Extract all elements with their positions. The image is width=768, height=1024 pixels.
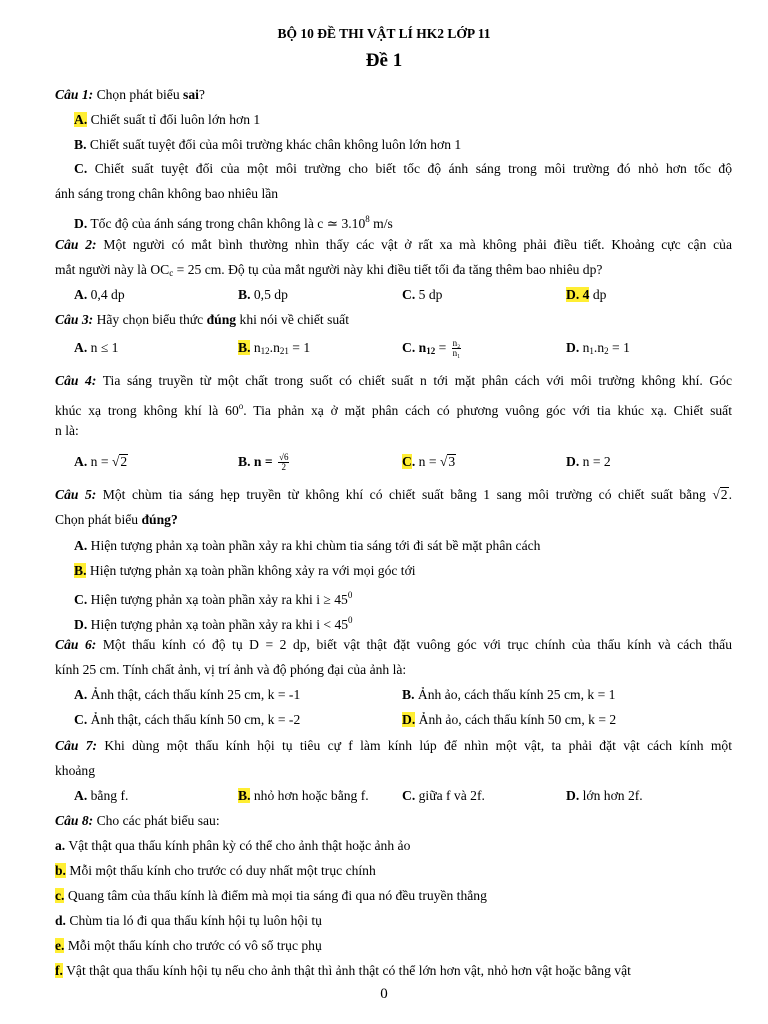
exam-number: Đề 1 — [365, 50, 403, 71]
subscript: c — [169, 268, 174, 278]
statement-text: Mỗi một thấu kính cho trước có vô số trục phụ — [67, 938, 322, 953]
option-key: A. — [74, 788, 88, 803]
stem-text: . Tia phản xạ ở mặt phân cách có phương vuông góc với tia khúc xạ. Chiết suất — [243, 403, 732, 418]
math: n = — [90, 454, 109, 469]
question-label: Câu 4: — [55, 373, 97, 388]
option-text: Hiện tượng phản xạ toàn phần xảy ra khi i < 45 — [90, 617, 349, 632]
math: n = — [253, 454, 273, 469]
option-text: Ảnh ảo, cách thấu kính 25 cm, k = 1 — [417, 687, 616, 702]
question-6-stem — [55, 636, 732, 654]
option-a — [74, 686, 300, 704]
subscript: 1 — [589, 346, 594, 356]
stem-emphasis: sai — [183, 87, 199, 102]
option-text: Hiện tượng phản xạ toàn phần không xảy ra với mọi góc tới — [89, 563, 416, 578]
statement-c — [55, 887, 487, 905]
stem-emphasis: đúng? — [141, 512, 178, 527]
statement-text: Mỗi một thấu kính cho trước có duy nhất một trục chính — [69, 863, 376, 878]
option-b — [238, 339, 310, 360]
answer-key-highlight: B. — [238, 788, 251, 803]
option-key: A. — [74, 454, 88, 469]
denominator: 2 — [281, 462, 286, 473]
option-key: B. — [74, 137, 87, 152]
math: n — [253, 340, 261, 355]
option-text: giữa f và 2f. — [418, 788, 485, 803]
option-b — [402, 686, 615, 704]
option-a — [74, 286, 125, 304]
option-d — [74, 210, 393, 233]
option-key: A. — [74, 687, 88, 702]
option-text: 5 dp — [418, 287, 443, 302]
question-5-stem-line2 — [55, 511, 178, 529]
statement-d — [55, 912, 322, 930]
option-d — [74, 611, 353, 634]
option-text: 0,5 dp — [253, 287, 288, 302]
math: n = — [418, 454, 437, 469]
option-text: Hiện tượng phản xạ toàn phần xảy ra khi i ≥ 45 — [90, 592, 348, 607]
option-text: lớn hơn 2f. — [582, 788, 643, 803]
statement-text: Chùm tia ló đi qua thấu kính hội tụ luôn hội tụ — [69, 913, 322, 928]
stem-text: mắt người này là OC — [55, 262, 170, 277]
option-key: C. — [74, 712, 88, 727]
math: = 1 — [612, 340, 630, 355]
option-c — [74, 586, 352, 609]
math: = — [438, 340, 447, 355]
subscript: 12 — [426, 346, 436, 356]
option-a: A. n = √2 — [74, 454, 128, 469]
answer-key-highlight: A. — [74, 112, 88, 127]
option-b — [238, 286, 288, 304]
answer-key-highlight: B. — [238, 340, 251, 355]
question-4-stem — [55, 372, 732, 390]
statement-f — [55, 962, 631, 980]
answer-key-highlight: e. — [55, 938, 65, 953]
fraction — [452, 339, 462, 358]
option-key: A. — [74, 287, 88, 302]
option-a — [74, 537, 540, 555]
option-key: B. — [402, 687, 415, 702]
option-a — [74, 339, 118, 357]
math: n — [418, 340, 427, 355]
math: n — [582, 340, 590, 355]
stem-text: Cho các phát biểu sau: — [96, 813, 220, 828]
question-label: Câu 7: — [55, 738, 98, 753]
answer-key-highlight: f. — [55, 963, 63, 978]
option-text: Ảnh ảo, cách thấu kính 50 cm, k = 2 — [418, 712, 617, 727]
math: .n — [269, 340, 280, 355]
option-c — [402, 339, 463, 360]
option-c — [402, 787, 485, 805]
question-2-stem — [55, 236, 732, 254]
option-c — [74, 160, 732, 178]
stem-text: ? — [198, 87, 205, 102]
option-c-continued: ánh sáng trong chân không bao nhiêu lần — [55, 186, 279, 201]
statement-e — [55, 937, 322, 955]
math: .n — [593, 340, 605, 355]
question-7-stem — [55, 737, 732, 755]
option-d — [566, 286, 606, 304]
option-text: Ảnh thật, cách thấu kính 50 cm, k = -2 — [90, 712, 301, 727]
option-key: C. — [402, 340, 416, 355]
option-a — [74, 111, 260, 129]
stem-text: Tia sáng truyền từ một chất trong suốt có chiết suất n tới mặt phân cách với môi trường không khí. Góc — [102, 373, 733, 388]
stem-text: Một thấu kính có độ tụ D = 2 dp, biết vật thật đặt vuông góc với trục chính của thấu kính và cách thấu — [102, 637, 733, 652]
statement-text: Quang tâm của thấu kính là điểm mà mọi tia sáng đi qua nó đều truyền thẳng — [67, 888, 487, 903]
question-2-stem-line2 — [55, 261, 602, 282]
option-key: D. — [566, 788, 580, 803]
option-key: D. — [566, 340, 580, 355]
option-key: A. — [74, 340, 88, 355]
stem-text: Một chùm tia sáng hẹp truyền từ không khí có chiết suất bằng 1 sang môi trường có chiết suất bằng — [102, 487, 706, 502]
option-d — [566, 453, 611, 471]
question-8-stem — [55, 812, 220, 830]
option-text: nhỏ hơn hoặc bằng f. — [253, 788, 369, 803]
option-text: n = 2 — [582, 454, 611, 469]
stem-text: khúc xạ trong không khí là 60 — [55, 403, 239, 418]
answer-key-highlight: D. — [402, 712, 416, 727]
option-text: bằng f. — [90, 788, 129, 803]
question-5-stem: Câu 5: Một chùm tia sáng hẹp truyền từ không khí có chiết suất bằng 1 sang môi trường có chiết suất bằng √2. — [55, 487, 732, 502]
page-number: 0 — [380, 986, 388, 1002]
option-text: n ≤ 1 — [90, 340, 119, 355]
option-key: . — [411, 454, 416, 469]
stem-text: Một người có mắt bình thường nhìn thấy các vật ở rất xa mà không phải điều tiết. Khoảng cực cận của — [103, 237, 732, 252]
document-title: BỘ 10 ĐỀ THI VẬT LÍ HK2 LỚP 11 — [277, 26, 491, 41]
option-text: Chiết suất tuyệt đối của một môi trường cho biết tốc độ ánh sáng trong môi trường đó nhỏ hơn tốc độ — [94, 161, 732, 176]
radicand: 2 — [120, 454, 128, 469]
statement-key: d. — [55, 913, 66, 928]
statement-a — [55, 837, 410, 855]
option-c: C. n = √3 — [402, 454, 456, 469]
stem-text: = 25 cm. Độ tụ của mắt người này khi điều tiết tối đa tăng thêm bao nhiêu dp? — [176, 262, 603, 277]
option-key: A. — [74, 538, 88, 553]
option-text: Hiện tượng phản xạ toàn phần xảy ra khi chùm tia sáng tới đi sát bề mặt phân cách — [90, 538, 541, 553]
option-b — [238, 787, 369, 805]
fraction — [278, 453, 289, 472]
option-key: D. — [74, 216, 88, 231]
question-label: Câu 6: — [55, 637, 97, 652]
superscript: 0 — [348, 615, 353, 625]
question-6-stem-line2: kính 25 cm. Tính chất ảnh, vị trí ảnh và độ phóng đại của ảnh là: — [55, 662, 407, 677]
question-label: Câu 2: — [55, 237, 97, 252]
question-label: Câu 3: — [55, 312, 94, 327]
stem-text: Hãy chọn biểu thức — [96, 312, 204, 327]
option-key: C. — [402, 287, 416, 302]
stem-emphasis: đúng — [206, 312, 237, 327]
question-1-stem — [55, 86, 205, 104]
answer-key-highlight: c. — [55, 888, 65, 903]
statement-key: a. — [55, 838, 66, 853]
statement-b — [55, 862, 376, 880]
option-text: Chiết suất tuyệt đối của môi trường khác chân không luôn lớn hơn 1 — [89, 137, 462, 152]
option-key: C. — [74, 592, 88, 607]
option-text: Tốc độ của ánh sáng trong chân không là c ≃ 3.10 — [90, 216, 366, 231]
option-key: B. — [238, 287, 251, 302]
answer-key-highlight: D. 4 — [566, 287, 590, 302]
unit: m/s — [373, 216, 393, 231]
option-a — [74, 787, 128, 805]
stem-text: . — [728, 487, 732, 502]
option-text: dp — [592, 287, 607, 302]
subscript: 2 — [604, 346, 609, 356]
option-d — [566, 339, 630, 360]
superscript: 0 — [347, 590, 353, 600]
radicand: 2 — [720, 487, 728, 502]
stem-text: Chọn phát biểu — [96, 87, 180, 102]
option-text: 0,4 dp — [90, 287, 125, 302]
stem-text: Chọn phát biểu — [55, 512, 139, 527]
answer-key-highlight: B. — [74, 563, 87, 578]
option-key: C. — [402, 788, 416, 803]
numerator: n₂ — [452, 338, 461, 349]
statement-text: Vật thật qua thấu kính hội tụ nếu cho ảnh thật thì ảnh thật có thể lớn hơn vật, nhỏ hơn vật hoặc bằng vật — [66, 963, 631, 978]
question-7-stem-line2: khoảng — [55, 763, 96, 778]
answer-key-highlight: b. — [55, 863, 66, 878]
option-text: Chiết suất tỉ đối luôn lớn hơn 1 — [90, 112, 261, 127]
statement-text: Vật thật qua thấu kính phân kỳ có thể cho ảnh thật hoặc ảnh ảo — [68, 838, 411, 853]
option-c — [74, 711, 300, 729]
option-text: Ảnh thật, cách thấu kính 25 cm, k = -1 — [90, 687, 301, 702]
question-3-stem — [55, 311, 349, 329]
option-key: B. — [238, 454, 251, 469]
question-4-stem-line2 — [55, 397, 732, 420]
question-label: Câu 8: — [55, 813, 94, 828]
math: = 1 — [292, 340, 311, 355]
subscript: 12 — [260, 346, 270, 356]
option-d — [566, 787, 643, 805]
question-label: Câu 1: — [55, 87, 94, 102]
denominator: n₁ — [452, 348, 461, 359]
stem-text: Khi dùng một thấu kính hội tụ tiêu cự f làm kính lúp để nhìn một vật, ta phải đặt vật cách kính một — [104, 738, 732, 753]
question-label: Câu 5: — [55, 487, 97, 502]
radicand: 3 — [448, 454, 456, 469]
option-key: C. — [74, 161, 88, 176]
stem-text: khi nói về chiết suất — [239, 312, 349, 327]
numerator: √6 — [279, 452, 289, 463]
superscript: o — [238, 401, 244, 411]
option-key: D. — [566, 454, 580, 469]
option-d — [402, 711, 616, 729]
option-c — [402, 286, 442, 304]
subscript: 21 — [279, 346, 289, 356]
answer-key-highlight: C — [402, 454, 412, 469]
option-key: D. — [74, 617, 88, 632]
option-b — [238, 453, 291, 472]
option-b — [74, 136, 461, 154]
option-b — [74, 562, 416, 580]
question-4-stem-line3: n là: — [55, 423, 79, 438]
exponent: 8 — [365, 214, 370, 224]
